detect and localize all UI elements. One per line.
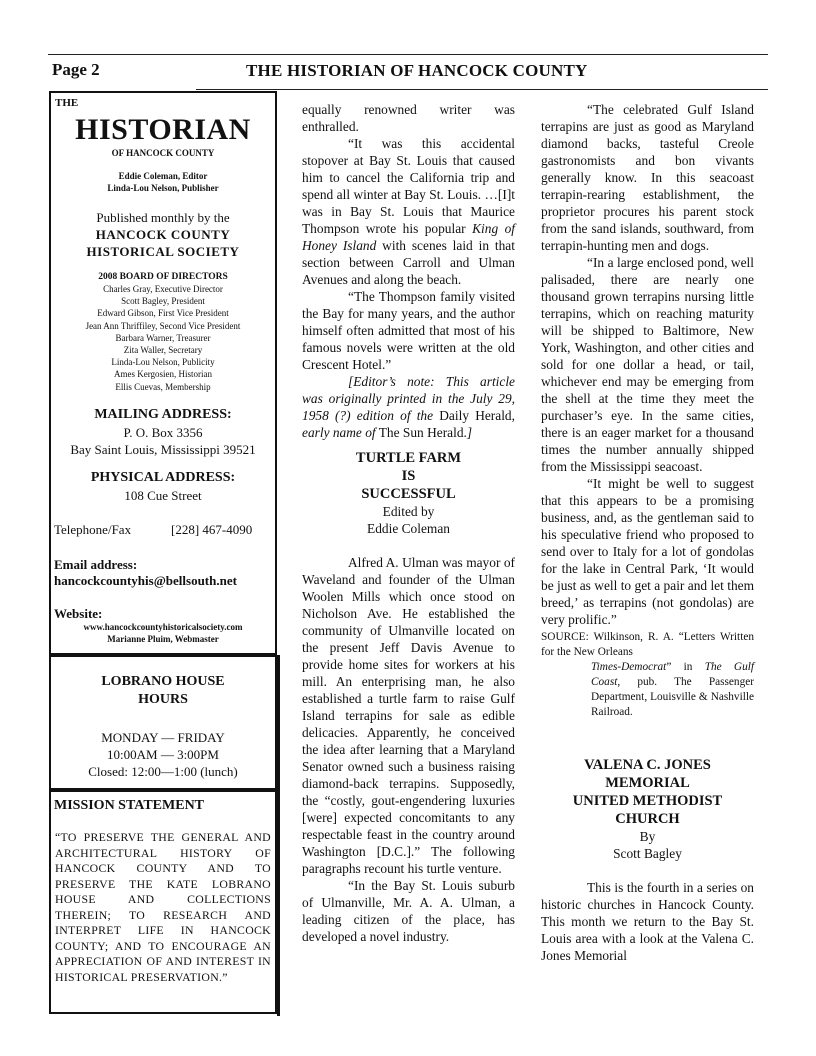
hours-box <box>49 655 277 790</box>
publisher-credit: Linda-Lou Nelson, Publisher <box>107 183 219 193</box>
column-right <box>541 101 754 964</box>
masthead-box <box>49 91 277 655</box>
website-label: Website: <box>54 606 103 621</box>
website-link[interactable]: www.hancockcountyhistoricalsociety.com <box>83 622 243 632</box>
mailing-line-1: P. O. Box 3356 <box>123 425 203 440</box>
article-title-line: IS <box>401 468 416 484</box>
website-block <box>51 621 275 645</box>
email-link[interactable]: hancockcountyhis@bellsouth.net <box>54 573 237 588</box>
physical-heading: PHYSICAL ADDRESS: <box>90 470 236 485</box>
byline-label: Edited by <box>382 504 435 519</box>
editors-note: [Editor’s note: This article was originally printed in the July 29, 1958 (?) edition of the Daily Herald, early name of The Sun Herald.] <box>302 374 515 440</box>
mailing-address <box>51 406 275 458</box>
mission-text: “TO PRESERVE THE GENERAL AND ARCHITECTURAL HISTORY OF HANCOCK COUNTY AND TO PRESERVE THE KATE LOBRANO HOUSE AND COLLECTIONS THEREIN; TO RESEARCH AND INTERPRET LIFE IN HANCOCK COUNTY; AND TO ENCOURAGE AN APPRECIATION OF AND INTEREST IN HISTORICAL PRESERVATION.” <box>55 830 271 984</box>
masthead-name: HISTORIAN <box>75 113 251 146</box>
paragraph: “The Thompson family visited the Bay for many years, and the author himself often admitted that most of his famous novels were written at the old Crescent Hotel.” <box>302 289 515 372</box>
board-member: Barbara Warner, Treasurer <box>115 332 211 343</box>
physical-line-1: 108 Cue Street <box>124 488 202 503</box>
webmaster-credit: Marianne Pluim, Webmaster <box>107 634 219 644</box>
masthead-county: OF HANCOCK COUNTY <box>111 148 215 158</box>
header-top-rule <box>48 54 768 55</box>
board-member: Linda-Lou Nelson, Publicity <box>111 357 215 368</box>
byline-label: By <box>639 829 656 844</box>
paragraph: “The celebrated Gulf Island terrapins are just as good as Maryland diamond backs, tasteful Creole gastronomists and bon vivants generally know. In this seacoast terrapin-rearing establishment, the proprietor procures his parent stock from the sand islands, southward, from terrapin-hunting men and dogs. <box>541 102 754 253</box>
byline-name: Eddie Coleman <box>367 521 450 536</box>
board-member: Ellis Cuevas, Membership <box>115 381 211 392</box>
mission-box-shadow <box>277 790 280 1016</box>
physical-address <box>51 469 275 504</box>
byline-name: Scott Bagley <box>613 846 682 861</box>
masthead-the: THE <box>55 97 79 109</box>
paragraph: This is the fourth in a series on historic churches in Hancock County. This month we return to the Bay St. Louis area with a look at the Valena C. Jones Memorial <box>541 880 754 963</box>
mission-heading: MISSION STATEMENT <box>54 798 205 813</box>
mission-box <box>49 790 277 1014</box>
society-name-1: HANCOCK COUNTY <box>95 227 231 242</box>
hours-title <box>51 673 275 709</box>
paragraph: “It might be well to suggest that this appears to be a promising business, and, as the gentleman said to his speculative friend who proposed to send over to Italy for a lot of gondolas for the lake in Central Park, ‘It would be just as well to get a pair and let them breed,’ as terrapins (not gondolas) are very prolific.” <box>541 476 754 627</box>
publisher-block <box>51 209 275 260</box>
board-heading: 2008 BOARD OF DIRECTORS <box>98 272 228 282</box>
staff-credits <box>51 170 275 194</box>
board-member: Scott Bagley, President <box>121 296 205 307</box>
paragraph: “In the Bay St. Louis suburb of Ulmanville, Mr. A. A. Ulman, a leading citizen of the place, has developed a novel industry. <box>302 878 515 944</box>
board-member: Ames Kergosien, Historian <box>113 369 213 380</box>
hours-box-shadow <box>277 655 280 792</box>
article-title-line: SUCCESSFUL <box>361 486 456 502</box>
article-title-line: UNITED METHODIST <box>572 793 723 809</box>
society-name-2: HISTORICAL SOCIETY <box>86 244 240 259</box>
editor-credit: Eddie Coleman, Editor <box>118 171 208 181</box>
paragraph: “In a large enclosed pond, well palisaded, there are nearly one thousand grown terrapins nursing little terrapins, which on reaching maturity will be shipped to Baltimore, New York, Washington, and other cities and sold for one dollar a head, or tail, whichever end may be emerging from the shell at the time they meet the purchaser’s eye. In the same cities, there is an eager market for a thousand times the number annually shipped from the Mississippi seacoast. <box>541 255 754 474</box>
hours-days: MONDAY — FRIDAY <box>101 730 225 745</box>
published-line: Published monthly by the <box>96 210 230 225</box>
hours-times: 10:00AM — 3:00PM <box>107 747 219 762</box>
paragraph: Alfred A. Ulman was mayor of Waveland and founder of the Ulman Woolen Mills which once stood on Nicholson Ave. He established the community of Ulmanville located on the present Jeff Davis Avenue to provide home sites for workers at his mill. An enterprising man, he also established a turtle farm to raise Gulf Island terrapins for sale as edible delicacies. Apparently, he conceived the idea after learning that a Maryland Senator owned such a business raising diamond-back terrapins. Supposedly, the “costly, gout-engendering luxuries [were] expected concomitants to any respectable feast in the country around Washington [D.C.].” The following paragraphs recount his turtle venture. <box>302 555 515 876</box>
article-title-line: CHURCH <box>615 811 680 827</box>
phone-number: [228] 467-4090 <box>171 522 253 537</box>
hours-closed: Closed: 12:00—1:00 (lunch) <box>88 764 238 779</box>
board-member: Charles Gray, Executive Director <box>103 284 223 294</box>
article-title-line: MEMORIAL <box>605 775 690 791</box>
header-bottom-rule <box>196 89 768 90</box>
hours-detail <box>51 729 275 780</box>
page-number: Page 2 <box>52 60 100 79</box>
board-member: Zita Waller, Secretary <box>123 345 203 356</box>
column-middle <box>302 101 515 945</box>
board-of-directors <box>51 271 275 393</box>
hours-title-line-2: HOURS <box>138 692 188 707</box>
paragraph: “It was this accidental stopover at Bay St. Louis that caused him to cancel the California trip and spend all winter at Bay St. Louis. …[I]t was in Bay St. Louis that Maurice Thompson wrote his popular King of Honey Island with scenes laid in that section between Carroll and Ulman Avenues and along the beach. <box>302 136 515 287</box>
source-citation: SOURCE: Wilkinson, R. A. “Letters Written for the New Orleans Times-Democrat” in The Gulf Coast, pub. The Passenger Department, Louisville & Nashville Railroad. <box>541 631 754 718</box>
hours-title-line-1: LOBRANO HOUSE <box>101 674 225 689</box>
article-title-line: VALENA C. JONES <box>584 757 711 773</box>
article-title-line: TURTLE FARM <box>355 450 462 466</box>
board-member: Edward Gibson, First Vice President <box>97 308 229 319</box>
mailing-line-2: Bay Saint Louis, Mississippi 39521 <box>70 442 256 457</box>
newsletter-running-title: THE HISTORIAN OF HANCOCK COUNTY <box>246 61 588 80</box>
email-label: Email address: <box>54 557 138 572</box>
paragraph: equally renowned writer was enthralled. <box>302 102 515 134</box>
mailing-heading: MAILING ADDRESS: <box>94 407 232 422</box>
phone-label: Telephone/Fax <box>54 522 132 537</box>
board-member: Jean Ann Thriffiley, Second Vice President <box>85 320 241 331</box>
